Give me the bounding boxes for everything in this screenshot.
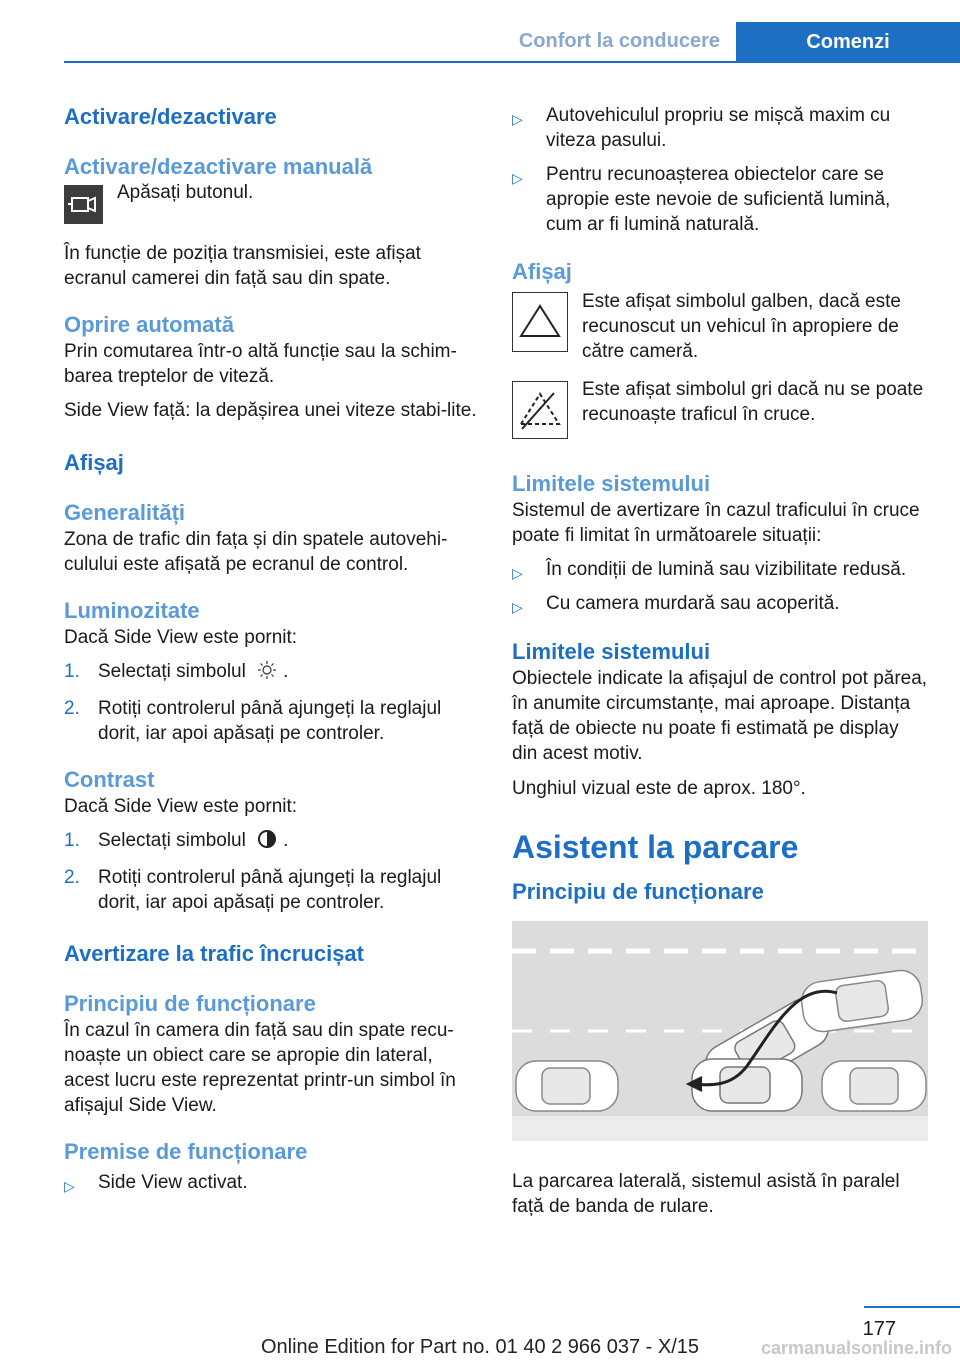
heading-asistent: Asistent la parcare: [512, 829, 799, 865]
parcare-text: La parcarea laterală, sistemul asistă în paralel față de banda de rulare.: [512, 1171, 900, 1217]
heading-principiu: Principiu de funcționare: [64, 991, 316, 1016]
heading-afisaj-right: Afișaj: [512, 259, 572, 284]
premise-item-1: ▷ Side View activat.: [64, 1172, 248, 1194]
car-right: [822, 1061, 926, 1111]
contrast-intro: Dacă Side View este pornit:: [64, 796, 298, 817]
heading-luminozitate: Luminozitate: [64, 598, 200, 623]
luminozitate-step-1: 1. Selectați simbolul .: [64, 659, 479, 687]
premise-item-3: ▷ Pentru recunoașterea obiectelor care se apropie este nevoie de suficientă lumină, cum ar fi lumină naturală.: [512, 164, 891, 235]
header-section: Confort la conducere: [518, 30, 720, 52]
apasati-text: Apăsați butonul.: [117, 182, 254, 203]
symbol-yellow-text: Este afișat simbolul galben, dacă este recunoscut un vehicul în apropiere de către cameră.: [582, 291, 901, 362]
luminozitate-intro: Dacă Side View este pornit:: [64, 627, 298, 648]
footer-rule: [864, 1306, 960, 1308]
principiu-text: În cazul în camera din față sau din spate recu-noaște un obiect care se apropie din lateral, acest lucru este reprezentat printr-un simbol în afișajul Side View.: [64, 1020, 456, 1116]
heading-principiu-parcare: Principiu de funcționare: [512, 879, 764, 904]
limite-1-item-1: ▷ În condiții de lumină sau vizibilitate redusă.: [512, 559, 907, 581]
heading-activare-manuala: Activare/dezactivare manuală: [64, 154, 373, 179]
limite-2-text-a: Obiectele indicate la afișajul de control pot părea, în anumite circumstanțe, mai aproape. Distanța față de obiecte nu poate fi estimată pe display din acest motiv.: [512, 668, 928, 764]
heading-avertizare: Avertizare la trafic încrucișat: [64, 941, 364, 966]
sun-icon: [257, 660, 277, 687]
oprire-text-2: Side View față: la depășirea unei viteze stabi-lite.: [64, 400, 477, 421]
contrast-icon: [257, 829, 277, 856]
contrast-step-1: 1. Selectați simbolul .: [64, 828, 479, 856]
header-tab[interactable]: Comenzi: [736, 22, 960, 63]
limite-1-item-2: ▷ Cu camera murdară sau acoperită.: [512, 593, 840, 615]
button-row: [64, 182, 479, 229]
limite-2-text-b: Unghiul vizual este de aprox. 180°.: [512, 778, 806, 799]
parking-illustration: [512, 921, 928, 1146]
heading-premise: Premise de funcționare: [64, 1139, 308, 1164]
warning-triangle-icon: [512, 292, 568, 364]
symbol-grey-text: Este afișat simbolul gri dacă nu se poate recunoaște traficul în cruce.: [582, 379, 924, 425]
limite-1-text: Sistemul de avertizare în cazul traficului în cruce poate fi limitat în următoarele situații:: [512, 500, 920, 546]
heading-afisaj: Afișaj: [64, 450, 124, 475]
functie-text: În funcție de poziția transmisiei, este afișat ecranul camerei din față sau din spate.: [64, 243, 421, 289]
camera-button-icon: [64, 185, 103, 229]
header-rule: [64, 61, 960, 63]
symbol-yellow-row: [512, 292, 928, 364]
footer-edition: Online Edition for Part no. 01 40 2 966 037 - X/15: [260, 1336, 700, 1358]
heading-limite-2: Limitele sistemului: [512, 639, 711, 664]
watermark: carmanualsonline.info: [760, 1338, 952, 1358]
heading-activare: Activare/dezactivare: [64, 104, 277, 129]
car-left: [516, 1061, 618, 1111]
heading-limite-1: Limitele sistemului: [512, 471, 711, 496]
page-number: 177: [862, 1318, 896, 1340]
luminozitate-step-2: 2. Rotiți controlerul până ajungeți la reglajul dorit, iar apoi apăsați pe controler.: [64, 698, 442, 744]
warning-crossed-icon: [512, 381, 568, 444]
right-column: [512, 100, 928, 1219]
left-column: [64, 100, 479, 1195]
heading-generalitati: Generalități: [64, 500, 186, 525]
heading-contrast: Contrast: [64, 767, 155, 792]
oprire-text-1: Prin comutarea într-o altă funcție sau la schim-barea treptelor de viteză.: [64, 341, 457, 387]
generalitati-text: Zona de trafic din fața și din spatele autovehi-culului este afișată pe ecranul de control.: [64, 529, 448, 575]
premise-item-2: ▷ Autovehiculul propriu se mișcă maxim cu viteza pasului.: [512, 105, 891, 151]
symbol-grey-row: [512, 381, 928, 444]
heading-oprire: Oprire automată: [64, 312, 234, 337]
contrast-step-2: 2. Rotiți controlerul până ajungeți la reglajul dorit, iar apoi apăsați pe controler.: [64, 867, 442, 913]
